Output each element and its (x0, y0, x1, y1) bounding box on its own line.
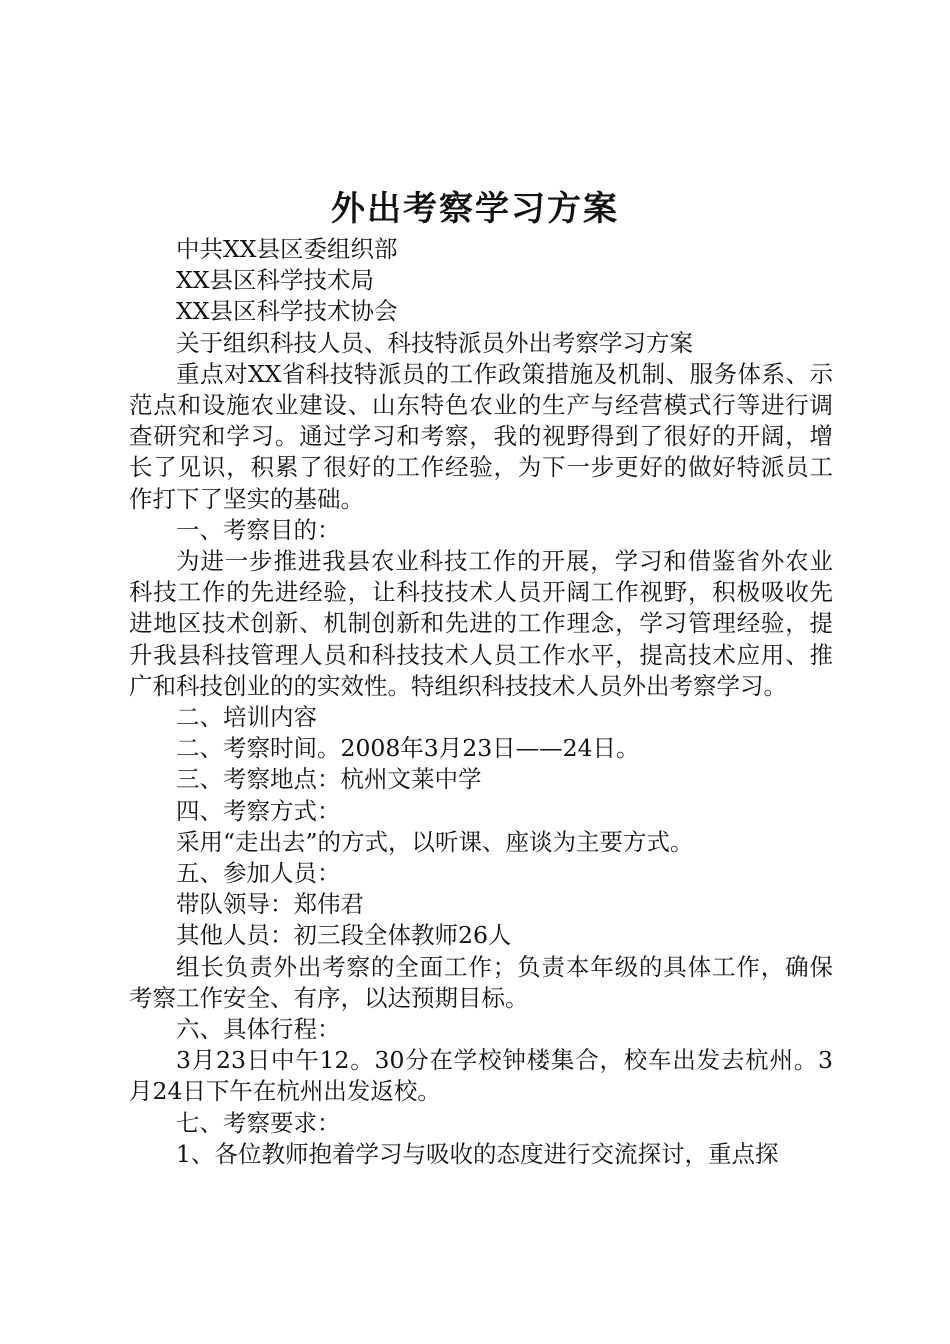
paragraph-intro: 重点对XX省科技特派员的工作政策措施及机制、服务体系、示范点和设施农业建设、山东特色农业的生产与经营模式行等进行调查研究和学习。通过学习和考察，我的视野得到了很好的开阔，增长了见识，积累了很好的工作经验，为下一步更好的做好特派员工作打下了坚实的基础。 (129, 359, 833, 513)
section-heading-method: 四、考察方式： (176, 796, 341, 825)
paragraph-responsibility: 组长负责外出考察的全面工作；负责本年级的具体工作，确保考察工作安全、有序，以达预期目标。 (129, 952, 833, 1012)
paragraph-others: 其他人员：初三段全体教师26人 (176, 921, 512, 950)
paragraph-method: 采用“走出去”的方式，以听课、座谈为主要方式。 (176, 827, 694, 856)
paragraph-time: 二、考察时间。2008年3月23日——24日。 (176, 734, 640, 763)
section-heading-content: 二、培训内容 (176, 703, 317, 732)
paragraph-requirement-1: 1、各位教师抱着学习与吸收的态度进行交流探讨，重点探 (176, 1139, 779, 1168)
paragraph-org-3: XX县区科学技术协会 (176, 297, 398, 326)
document-title: 外出考察学习方案 (331, 189, 619, 229)
paragraph-leader: 带队领导：郑伟君 (176, 890, 364, 919)
document-body (129, 234, 833, 1170)
section-heading-itinerary: 六、具体行程： (176, 1015, 341, 1044)
section-heading-purpose: 一、考察目的： (176, 515, 341, 544)
paragraph-purpose: 为进一步推进我县农业科技工作的开展，学习和借鉴省外农业科技工作的先进经验，让科技技术人员开阔工作视野，积极吸收先进地区技术创新、机制创新和先进的工作理念，学习管理经验，提升我县科技管理人员和科技技术人员工作水平，提高技术应用、推广和科技创业的的实效性。特组织科技技术人员外出考察学习。 (129, 547, 833, 700)
paragraph-org-1: 中共XX县区委组织部 (176, 235, 398, 263)
paragraph-itinerary: 3月23日中午12。30分在学校钟楼集合，校车出发去杭州。3月24日下午在杭州出发返校。 (129, 1046, 833, 1106)
paragraph-subject: 关于组织科技人员、科技特派员外出考察学习方案 (176, 328, 693, 357)
paragraph-org-2: XX县区科学技术局 (176, 266, 374, 295)
paragraph-location: 三、考察地点：杭州文莱中学 (176, 765, 482, 794)
section-heading-requirements: 七、考察要求： (176, 1108, 341, 1137)
section-heading-participants: 五、参加人员： (176, 859, 341, 888)
